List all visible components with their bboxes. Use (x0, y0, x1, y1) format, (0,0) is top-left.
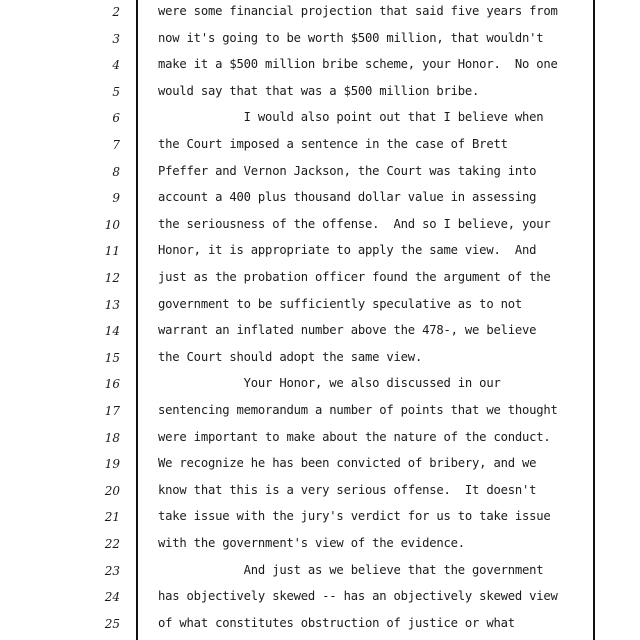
line-text: the seriousness of the offense. And so I believe, your (158, 216, 551, 231)
line-text: just as the probation officer found the argument of the (158, 270, 551, 284)
transcript-line (0, 266, 640, 293)
transcript-line (0, 186, 640, 213)
transcript-line (0, 160, 640, 187)
line-number: 13 (104, 297, 120, 312)
transcript-line (0, 293, 640, 320)
line-text: account a 400 plus thousand dollar value in assessing (158, 190, 537, 205)
transcript-line (0, 239, 640, 266)
line-text: the Court should adopt the same view. (158, 349, 423, 364)
transcript-line (0, 479, 640, 506)
transcript-line (0, 559, 640, 586)
line-text: with the government's view of the evidence. (158, 536, 465, 550)
transcript-line (0, 612, 640, 639)
line-number: 5 (112, 84, 120, 99)
line-text: make it a $500 million bribe scheme, your Honor. No one (158, 57, 558, 72)
line-number: 16 (104, 377, 120, 392)
line-number: 12 (104, 271, 120, 285)
line-number: 22 (104, 537, 120, 551)
transcript-line (0, 399, 640, 426)
line-number: 2 (112, 5, 120, 19)
transcript-line (0, 452, 640, 479)
line-number: 20 (104, 483, 120, 498)
line-text: now it's going to be worth $500 million, that wouldn't (158, 30, 544, 45)
line-number: 7 (112, 138, 120, 152)
line-text: And just as we believe that the government (158, 562, 544, 577)
transcript-line (0, 426, 640, 453)
transcript-line (0, 0, 640, 27)
line-text: would say that that was a $500 million bribe. (158, 83, 480, 98)
line-text: Your Honor, we also discussed in our (158, 376, 501, 391)
transcript-line (0, 319, 640, 346)
transcript-line (0, 505, 640, 532)
line-number: 24 (104, 590, 120, 605)
line-text: Pfeffer and Vernon Jackson, the Court was taking into (158, 163, 537, 178)
transcript-line (0, 585, 640, 612)
transcript-line (0, 213, 640, 240)
line-number: 25 (104, 616, 120, 631)
line-text: government to be sufficiently speculative as to not (158, 296, 523, 311)
line-number: 10 (104, 217, 120, 232)
line-text: take issue with the jury's verdict for us to take issue (158, 509, 551, 524)
line-text: of what constitutes obstruction of justice or what (158, 615, 515, 630)
transcript-line (0, 532, 640, 559)
line-number: 15 (104, 350, 120, 365)
line-text: the Court imposed a sentence in the case of Brett (158, 137, 508, 151)
line-text: sentencing memorandum a number of points that we thought (158, 403, 558, 417)
line-number: 4 (112, 58, 120, 73)
line-text: warrant an inflated number above the 478-, we believe (158, 323, 537, 338)
line-text: I would also point out that I believe when (158, 110, 544, 125)
line-text: Honor, it is appropriate to apply the same view. And (158, 243, 537, 258)
line-number: 6 (112, 111, 120, 126)
transcript-line (0, 106, 640, 133)
transcript-line (0, 80, 640, 107)
transcript-line (0, 372, 640, 399)
line-text: has objectively skewed -- has an objectively skewed view (158, 589, 558, 604)
line-number: 19 (104, 457, 120, 472)
line-text: were some financial projection that said five years from (158, 4, 558, 18)
line-number: 21 (104, 510, 120, 525)
line-number: 18 (104, 430, 120, 445)
line-text: know that this is a very serious offense. It doesn't (158, 482, 537, 497)
transcript-line (0, 27, 640, 54)
line-number: 14 (104, 324, 120, 339)
line-text: We recognize he has been convicted of bribery, and we (158, 456, 537, 471)
transcript-line (0, 53, 640, 80)
transcript-line (0, 133, 640, 160)
line-number: 3 (112, 31, 120, 46)
line-number: 23 (104, 563, 120, 578)
line-number: 11 (104, 244, 120, 259)
transcript-line (0, 346, 640, 373)
line-text: were important to make about the nature of the conduct. (158, 429, 551, 444)
line-number: 8 (112, 164, 120, 179)
line-number: 9 (112, 191, 120, 206)
line-number: 17 (104, 404, 120, 418)
